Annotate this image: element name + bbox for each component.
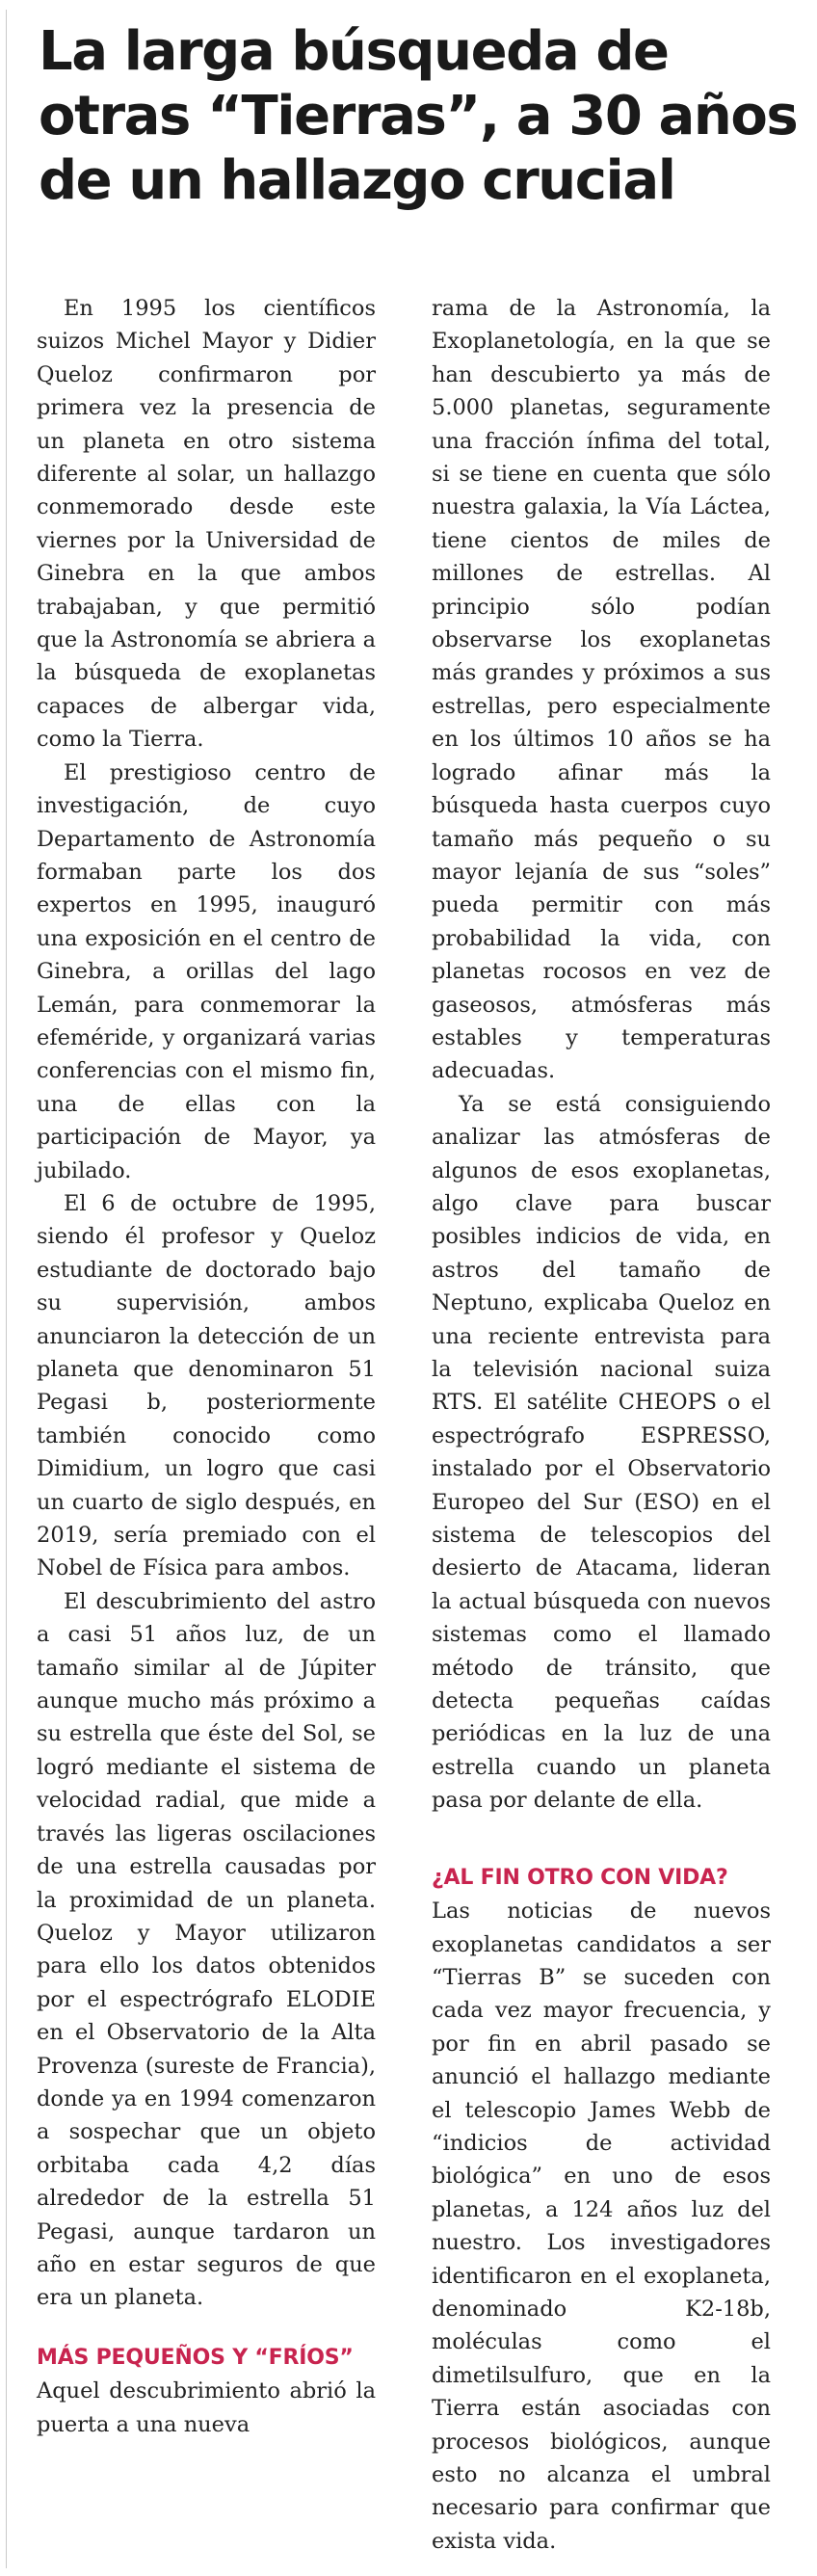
section-subhead: ¿AL FIN OTRO CON VIDA? <box>432 1865 728 1890</box>
right-column <box>432 292 771 2558</box>
headline-line: otras “Tierras”, a 30 años <box>39 85 798 147</box>
body-paragraph: El 6 de octubre de 1995, siendo él profesor y Queloz estudiante de doctorado bajo su supervisión, ambos anunciaron la detección de un planeta que denominaron 51 Pegasi b, posteriormente también conocido como Dimidium, un logro que casi un cuarto de siglo después, en 2019, sería premiado con el Nobel de Física para ambos. <box>37 1190 376 1581</box>
body-paragraph: En 1995 los científicos suizos Michel Mayor y Didier Queloz confirmaron por primera vez la presencia de un planeta en otro sistema diferente al solar, un hallazgo conmemorado desde este viernes por la Universidad de Ginebra en la que ambos trabajaban, y que permitió que la Astronomía se abriera a la búsqueda de exoplanetas capaces de albergar vida, como la Tierra. <box>37 296 376 753</box>
section-subhead: MÁS PEQUEÑOS Y “FRÍOS” <box>37 2345 354 2370</box>
headline <box>39 19 800 213</box>
body-paragraph: Las noticias de nuevos exoplanetas candidatos a ser “Tierras B” se suceden con cada vez mayor frecuencia, y por fin en abril pasado se anunció el hallazgo mediante el telescopio James Webb de “indicios de actividad biológica” en uno de esos planetas, a 124 años luz del nuestro. Los investigadores identificaron en el exoplaneta, denominado K2-18b, moléculas como el dimetilsulfuro, que en la Tierra están asociadas con procesos biológicos, aunque esto no alcanza el umbral necesario para confirmar que exista vida. <box>432 1899 771 2554</box>
body-paragraph: Aquel descubrimiento abrió la puerta a una nueva <box>37 2378 376 2437</box>
left-column <box>37 292 376 2441</box>
body-paragraph-continuation: rama de la Astronomía, la Exoplanetología, en la que se han descubierto ya más de 5.000 planetas, seguramente una fracción ínfima del total, si se tiene en cuenta que sólo nuestra galaxia, la Vía Láctea, tiene cientos de miles de millones de estrellas. Al principio sólo podían observarse los exoplanetas más grandes y próximos a sus estrellas, pero especialmente en los últimos 10 años se ha logrado afinar más la búsqueda hasta cuerpos cuyo tamaño más pequeño o su mayor lejanía de sus “soles” pueda permitir con más probabilidad la vida, con planetas rocosos en vez de gaseosos, atmósferas más estables y temperaturas adecuadas. <box>432 296 771 1084</box>
headline-line: La larga búsqueda de <box>39 20 669 83</box>
body-paragraph: El prestigioso centro de investigación, de cuyo Departamento de Astronomía formaban parte los dos expertos en 1995, inauguró una exposición en el centro de Ginebra, a orillas del lago Lemán, para conmemorar la efeméride, y organizará varias conferencias con el mismo fin, una de ellas con la participación de Mayor, ya jubilado. <box>37 759 376 1183</box>
body-paragraph: Ya se está consiguiendo analizar las atmósferas de algunos de esos exoplanetas, algo clave para buscar posibles indicios de vida, en astros del tamaño de Neptuno, explicaba Queloz en una reciente entrevista para la televisión nacional suiza RTS. El satélite CHEOPS o el espectrógrafo ESPRESSO, instalado por el Observatorio Europeo del Sur (ESO) en el sistema de telescopios del desierto de Atacama, lideran la actual búsqueda con nuevos sistemas como el llamado método de tránsito, que detecta pequeñas caídas periódicas en la luz de una estrella cuando un planeta pasa por delante de ella. <box>432 1091 771 1814</box>
body-paragraph: El descubrimiento del astro a casi 51 años luz, de un tamaño similar al de Júpiter aunque mucho más próximo a su estrella que éste del Sol, se logró mediante el sistema de velocidad radial, que mide a través las ligeras oscilaciones de una estrella causadas por la proximidad de un planeta. Queloz y Mayor utilizaron para ello los datos obtenidos por el espectrógrafo ELODIE en el Observatorio de la Alta Provenza (sureste de Francia), donde ya en 1994 comenzaron a sospechar que un objeto orbitaba cada 4,2 días alrededor de la estrella 51 Pegasi, aunque tardaron un año en estar seguros de que era un planeta. <box>37 1588 376 2311</box>
column-rule <box>6 10 7 2568</box>
headline-line: de un hallazgo crucial <box>39 149 675 212</box>
